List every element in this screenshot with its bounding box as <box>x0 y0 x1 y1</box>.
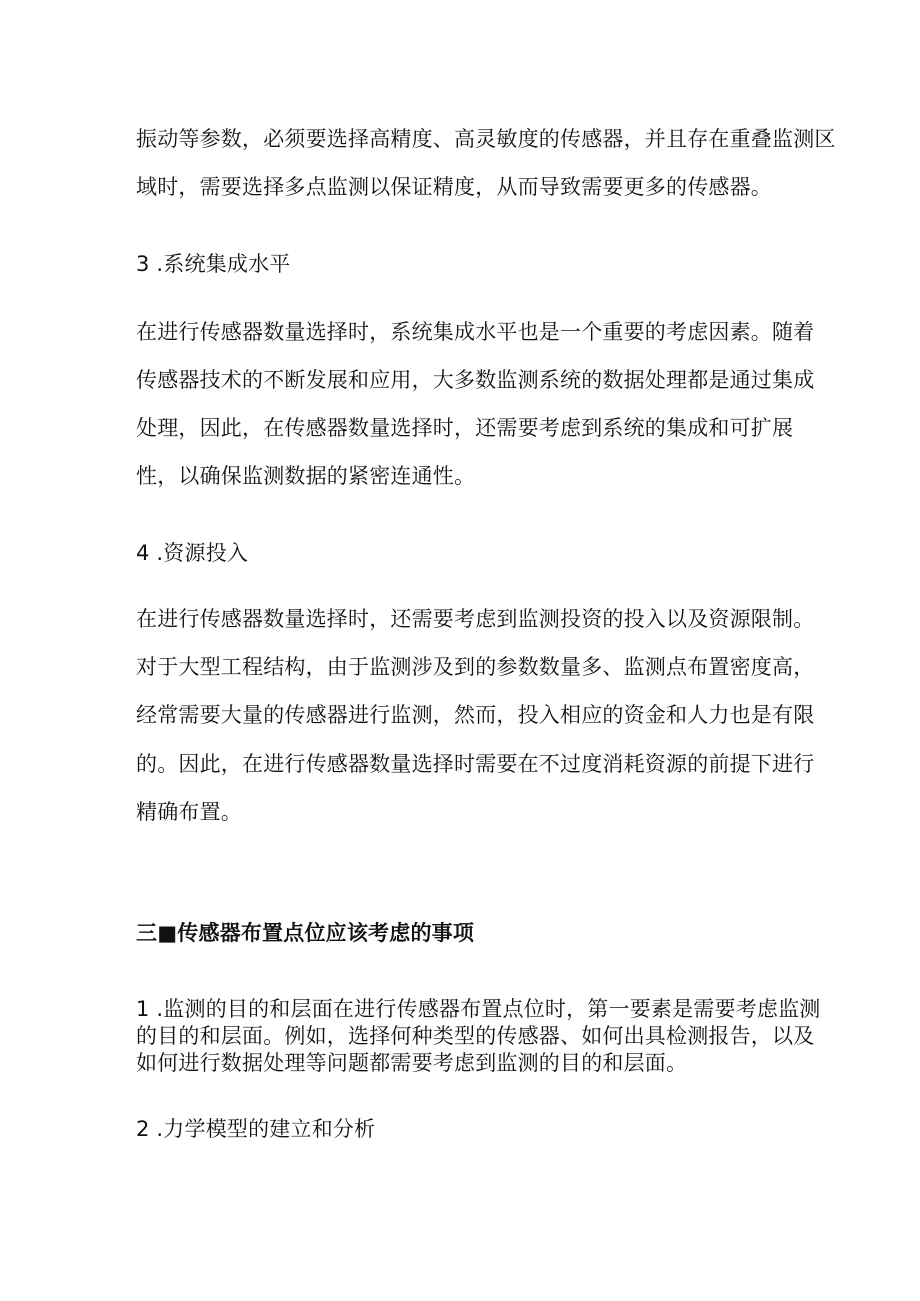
section-4-heading: 4 .资源投入 <box>136 541 249 565</box>
intro-paragraph-line: 振动等参数，必须要选择高精度、高灵敏度的传感器，并且存在重叠监测区 <box>136 127 836 151</box>
section-3-paragraph-line: 处理，因此，在传感器数量选择时，还需要考虑到系统的集成和可扩展 <box>136 416 794 440</box>
section-4-paragraph-line: 精确布置。 <box>136 800 242 824</box>
section-4-paragraph-line: 经常需要大量的传感器进行监测，然而，投入相应的资金和人力也是有限 <box>136 703 815 727</box>
intro-paragraph-line: 域时，需要选择多点监测以保证精度，从而导致需要更多的传感器。 <box>136 175 772 199</box>
item-1-paragraph-line: 的目的和层面。例如，选择何种类型的传感器、如何出具检测报告，以及 <box>136 1024 815 1048</box>
item-2-heading: 2 .力学模型的建立和分析 <box>136 1117 376 1141</box>
section-3-paragraph-line: 在进行传感器数量选择时，系统集成水平也是一个重要的考虑因素。随着 <box>136 320 815 344</box>
section-3-paragraph-line: 性，以确保监测数据的紧密连通性。 <box>136 464 476 488</box>
section-4-paragraph-line: 的。因此，在进行传感器数量选择时需要在不过度消耗资源的前提下进行 <box>136 752 815 776</box>
part-3-heading: 三■传感器布置点位应该考虑的事项 <box>136 921 475 945</box>
section-4-paragraph-line: 在进行传感器数量选择时，还需要考虑到监测投资的投入以及资源限制。 <box>136 607 815 631</box>
section-3-paragraph-line: 传感器技术的不断发展和应用，大多数监测系统的数据处理都是通过集成 <box>136 368 815 392</box>
section-4-paragraph-line: 对于大型工程结构，由于监测涉及到的参数数量多、监测点布置密度高， <box>136 655 815 679</box>
item-1-paragraph-line: 如何进行数据处理等问题都需要考虑到监测的目的和层面。 <box>136 1051 688 1075</box>
section-3-heading: 3 .系统集成水平 <box>136 252 291 276</box>
item-1-paragraph-line: 1 .监测的目的和层面在进行传感器布置点位时，第一要素是需要考虑监测 <box>136 997 821 1021</box>
